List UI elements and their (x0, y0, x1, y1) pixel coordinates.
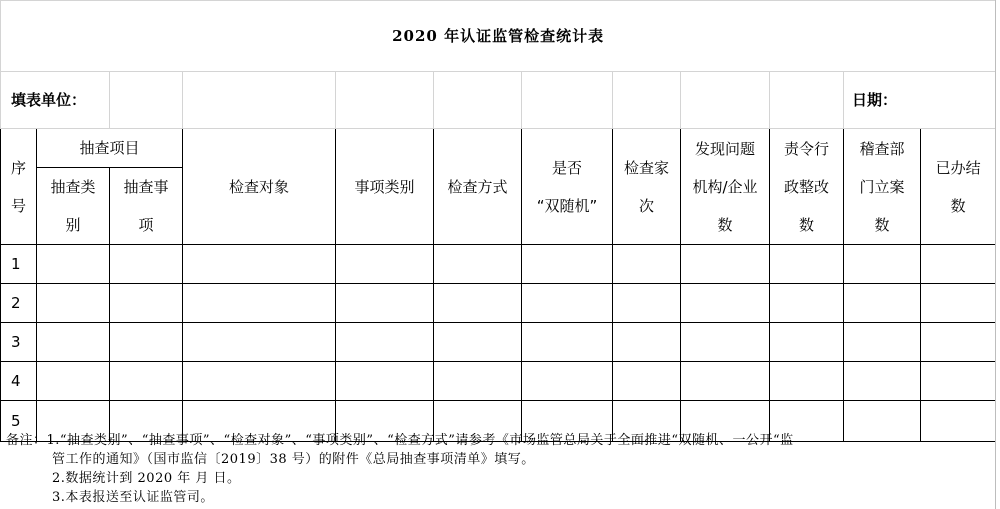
remark-line: 备注：1.“抽查类别”、“抽查事项”、“检查对象”、“事项类别”、“检查方式”请参考《市场监管总局关于全面推进“双随机、一公开“监 (6, 433, 794, 448)
data-cell[interactable] (522, 284, 613, 323)
unit-cell[interactable] (434, 72, 522, 129)
row-number: 1 (1, 245, 37, 284)
data-cell[interactable] (110, 323, 183, 362)
row-number: 3 (1, 323, 37, 362)
data-cell[interactable] (613, 323, 681, 362)
header-sampling-category-line: 别 (65, 216, 81, 234)
header-double-random (522, 129, 613, 245)
unit-cell[interactable] (522, 72, 613, 129)
header-count-line: 检查家 (623, 158, 669, 177)
unit-cell[interactable] (110, 72, 183, 129)
data-cell[interactable] (613, 362, 681, 401)
data-cell[interactable] (110, 362, 183, 401)
header-count-line: 次 (638, 196, 654, 215)
remark-line: 管工作的通知》（国市监信〔2019〕38 号）的附件《总局抽查事项清单》填写。 (52, 452, 535, 467)
row-number: 2 (1, 284, 37, 323)
header-seq (1, 129, 37, 245)
unit-cell[interactable] (336, 72, 434, 129)
table-row (1, 284, 996, 323)
data-cell[interactable] (336, 284, 434, 323)
row-number: 5 (1, 401, 37, 442)
header-cases (844, 129, 921, 245)
header-object: 检查对象 (183, 129, 336, 245)
data-cell[interactable] (434, 284, 522, 323)
data-cell[interactable] (434, 245, 522, 284)
remark-line: 3.本表报送至认证监管司。 (52, 490, 214, 505)
header-sampling-category (37, 168, 110, 245)
data-cell[interactable] (37, 284, 110, 323)
remarks (6, 431, 996, 507)
data-cell[interactable] (921, 284, 996, 323)
header-sampling-group: 抽查项目 (37, 129, 183, 168)
data-cell[interactable] (921, 362, 996, 401)
data-cell[interactable] (844, 245, 921, 284)
header-closed-line: 已办结 (935, 158, 981, 177)
unit-cell[interactable] (681, 72, 770, 129)
header-closed (921, 129, 996, 245)
data-cell[interactable] (844, 362, 921, 401)
header-rectify-line: 数 (798, 215, 814, 234)
header-seq-line: 序 (10, 158, 26, 177)
header-rectify-line: 责令行 (783, 139, 829, 158)
data-cell[interactable] (921, 245, 996, 284)
unit-cell[interactable] (183, 72, 336, 129)
data-cell[interactable] (37, 362, 110, 401)
data-cell[interactable] (770, 245, 844, 284)
header-cases-line: 稽查部 (859, 139, 905, 158)
header-rectify-line: 政整改 (783, 177, 829, 196)
data-cell[interactable] (681, 362, 770, 401)
row-number: 4 (1, 362, 37, 401)
data-cell[interactable] (681, 284, 770, 323)
data-cell[interactable] (336, 245, 434, 284)
data-cell[interactable] (110, 284, 183, 323)
data-cell[interactable] (183, 323, 336, 362)
header-double-random-line: 是否 (551, 158, 582, 177)
header-sampling-category-line: 抽查类 (50, 178, 96, 196)
header-seq-line: 号 (10, 196, 26, 215)
data-cell[interactable] (37, 323, 110, 362)
date-label: 日期： (844, 72, 996, 129)
table-row (1, 362, 996, 401)
header-sampling-item (110, 168, 183, 245)
header-cases-line: 门立案 (859, 177, 905, 196)
header-count (613, 129, 681, 245)
header-problems-line: 发现问题 (694, 139, 755, 158)
data-cell[interactable] (770, 362, 844, 401)
data-cell[interactable] (613, 245, 681, 284)
header-closed-line: 数 (950, 196, 966, 215)
data-cell[interactable] (183, 245, 336, 284)
data-cell[interactable] (522, 245, 613, 284)
data-cell[interactable] (183, 362, 336, 401)
data-cell[interactable] (336, 362, 434, 401)
fill-unit-label: 填表单位： (1, 72, 110, 129)
header-sampling-item-line: 项 (138, 216, 154, 234)
header-sampling-item-line: 抽查事 (123, 178, 169, 196)
unit-cell[interactable] (613, 72, 681, 129)
header-cases-line: 数 (874, 215, 890, 234)
data-cell[interactable] (522, 323, 613, 362)
data-cell[interactable] (183, 284, 336, 323)
header-double-random-line: “双随机” (536, 196, 598, 215)
data-cell[interactable] (844, 284, 921, 323)
data-cell[interactable] (681, 323, 770, 362)
header-method: 检查方式 (434, 129, 522, 245)
data-cell[interactable] (434, 362, 522, 401)
data-cell[interactable] (522, 362, 613, 401)
data-cell[interactable] (681, 245, 770, 284)
sheet-right-edge (995, 0, 1000, 509)
data-cell[interactable] (110, 245, 183, 284)
table-title: 2020 年认证监管检查统计表 (1, 1, 996, 72)
data-cell[interactable] (613, 284, 681, 323)
data-cell[interactable] (434, 323, 522, 362)
header-problems-line: 数 (717, 215, 733, 234)
data-cell[interactable] (770, 284, 844, 323)
header-problems-line: 机构/企业 (692, 177, 758, 196)
table-row (1, 245, 996, 284)
data-cell[interactable] (37, 245, 110, 284)
remark-line: 2.数据统计到 2020 年 月 日。 (52, 471, 241, 486)
data-cell[interactable] (844, 323, 921, 362)
unit-cell[interactable] (770, 72, 844, 129)
header-problems (681, 129, 770, 245)
table-row (1, 323, 996, 362)
data-cell[interactable] (770, 323, 844, 362)
data-cell[interactable] (921, 323, 996, 362)
header-rectify (770, 129, 844, 245)
header-item-type: 事项类别 (336, 129, 434, 245)
data-cell[interactable] (336, 323, 434, 362)
